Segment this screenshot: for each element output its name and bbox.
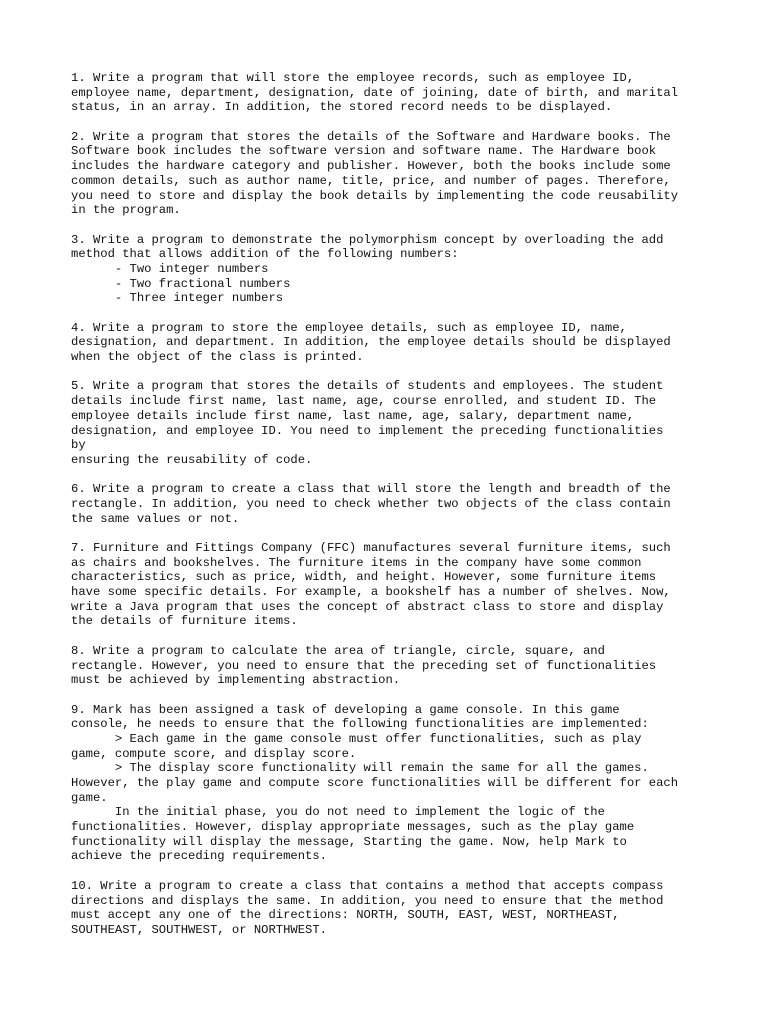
text-line: employee name, department, designation, date of joining, date of birth, and marital bbox=[71, 85, 679, 100]
question-6 bbox=[71, 482, 761, 526]
question-8 bbox=[71, 644, 761, 688]
text-line: method that allows addition of the following numbers: bbox=[71, 247, 459, 262]
text-line: functionalities. However, display appropriate messages, such as the play game bbox=[71, 820, 635, 835]
text-line: designation, and employee ID. You need to implement the preceding functionalities bbox=[71, 423, 664, 438]
list-item: - Three integer numbers bbox=[71, 291, 284, 306]
question-10 bbox=[71, 879, 761, 938]
text-line: 8. Write a program to calculate the area of triangle, circle, square, and bbox=[71, 643, 605, 658]
text-line: ensuring the reusability of code. bbox=[71, 452, 313, 467]
text-line: console, he needs to ensure that the following functionalities are implemented: bbox=[71, 717, 649, 732]
text-line: common details, such as author name, title, price, and number of pages. Therefore, bbox=[71, 173, 671, 188]
text-line: status, in an array. In addition, the stored record needs to be displayed. bbox=[71, 100, 613, 115]
text-line: as chairs and bookshelves. The furniture items in the company have some common bbox=[71, 555, 642, 570]
text-line: directions and displays the same. In addition, you need to ensure that the method bbox=[71, 893, 664, 908]
question-3 bbox=[71, 233, 761, 306]
text-line: details include first name, last name, age, course enrolled, and student ID. The bbox=[71, 394, 657, 409]
question-2 bbox=[71, 130, 761, 218]
question-7 bbox=[71, 541, 761, 629]
text-line: employee details include first name, last name, age, salary, department name, bbox=[71, 408, 635, 423]
text-line: 1. Write a program that will store the employee records, such as employee ID, bbox=[71, 71, 635, 85]
list-item: > The display score functionality will remain the same for all the games. bbox=[71, 761, 649, 776]
text-line: 4. Write a program to store the employee details, such as employee ID, name, bbox=[71, 320, 627, 335]
text-line: characteristics, such as price, width, and height. However, some furniture items bbox=[71, 570, 657, 585]
text-line: must accept any one of the directions: NORTH, SOUTH, EAST, WEST, NORTHEAST, bbox=[71, 908, 620, 923]
text-line: 3. Write a program to demonstrate the polymorphism concept by overloading the add bbox=[71, 232, 664, 247]
text-line: Software book includes the software version and software name. The Hardware book bbox=[71, 144, 657, 159]
text-line: must be achieved by implementing abstraction. bbox=[71, 673, 401, 688]
question-5 bbox=[71, 379, 761, 467]
text-line: you need to store and display the book details by implementing the code reusability bbox=[71, 188, 679, 203]
text-line: the same values or not. bbox=[71, 511, 240, 526]
text-line: game, compute score, and display score. bbox=[71, 746, 357, 761]
question-9 bbox=[71, 703, 761, 865]
text-line: game. bbox=[71, 790, 108, 805]
text-line: achieve the preceding requirements. bbox=[71, 849, 327, 864]
text-line: rectangle. In addition, you need to check whether two objects of the class contain bbox=[71, 496, 671, 511]
text-line: designation, and department. In addition, the employee details should be displayed bbox=[71, 335, 671, 350]
text-line: have some specific details. For example, a bookshelf has a number of shelves. Now, bbox=[71, 585, 671, 600]
text-line: 7. Furniture and Fittings Company (FFC) manufactures several furniture items, such bbox=[71, 541, 671, 555]
list-item: - Two fractional numbers bbox=[71, 276, 291, 291]
text-line: 5. Write a program that stores the details of students and employees. The student bbox=[71, 379, 664, 394]
text-line: the details of furniture items. bbox=[71, 614, 298, 629]
text-line: rectangle. However, you need to ensure that the preceding set of functionalities bbox=[71, 658, 657, 673]
text-line: 6. Write a program to create a class that will store the length and breadth of the bbox=[71, 482, 671, 497]
text-line: 9. Mark has been assigned a task of developing a game console. In this game bbox=[71, 702, 620, 717]
text-line: In the initial phase, you do not need to implement the logic of the bbox=[71, 805, 605, 820]
list-item: > Each game in the game console must offer functionalities, such as play bbox=[71, 731, 642, 746]
text-line: However, the play game and compute score functionalities will be different for each bbox=[71, 776, 679, 790]
text-line: includes the hardware category and publisher. However, both the books include some bbox=[71, 159, 671, 174]
text-line: when the object of the class is printed. bbox=[71, 350, 364, 365]
text-line: 10. Write a program to create a class that contains a method that accepts compass bbox=[71, 878, 664, 893]
text-line: 2. Write a program that stores the details of the Software and Hardware books. The bbox=[71, 129, 671, 144]
text-line: in the program. bbox=[71, 203, 181, 218]
document-page bbox=[71, 71, 761, 952]
text-line: by bbox=[71, 438, 86, 453]
question-4 bbox=[71, 321, 761, 365]
text-line: SOUTHEAST, SOUTHWEST, or NORTHWEST. bbox=[71, 922, 327, 937]
question-1 bbox=[71, 71, 761, 115]
text-line: functionality will display the message, Starting the game. Now, help Mark to bbox=[71, 834, 627, 849]
text-line: write a Java program that uses the concept of abstract class to store and display bbox=[71, 599, 664, 614]
list-item: - Two integer numbers bbox=[71, 261, 269, 276]
